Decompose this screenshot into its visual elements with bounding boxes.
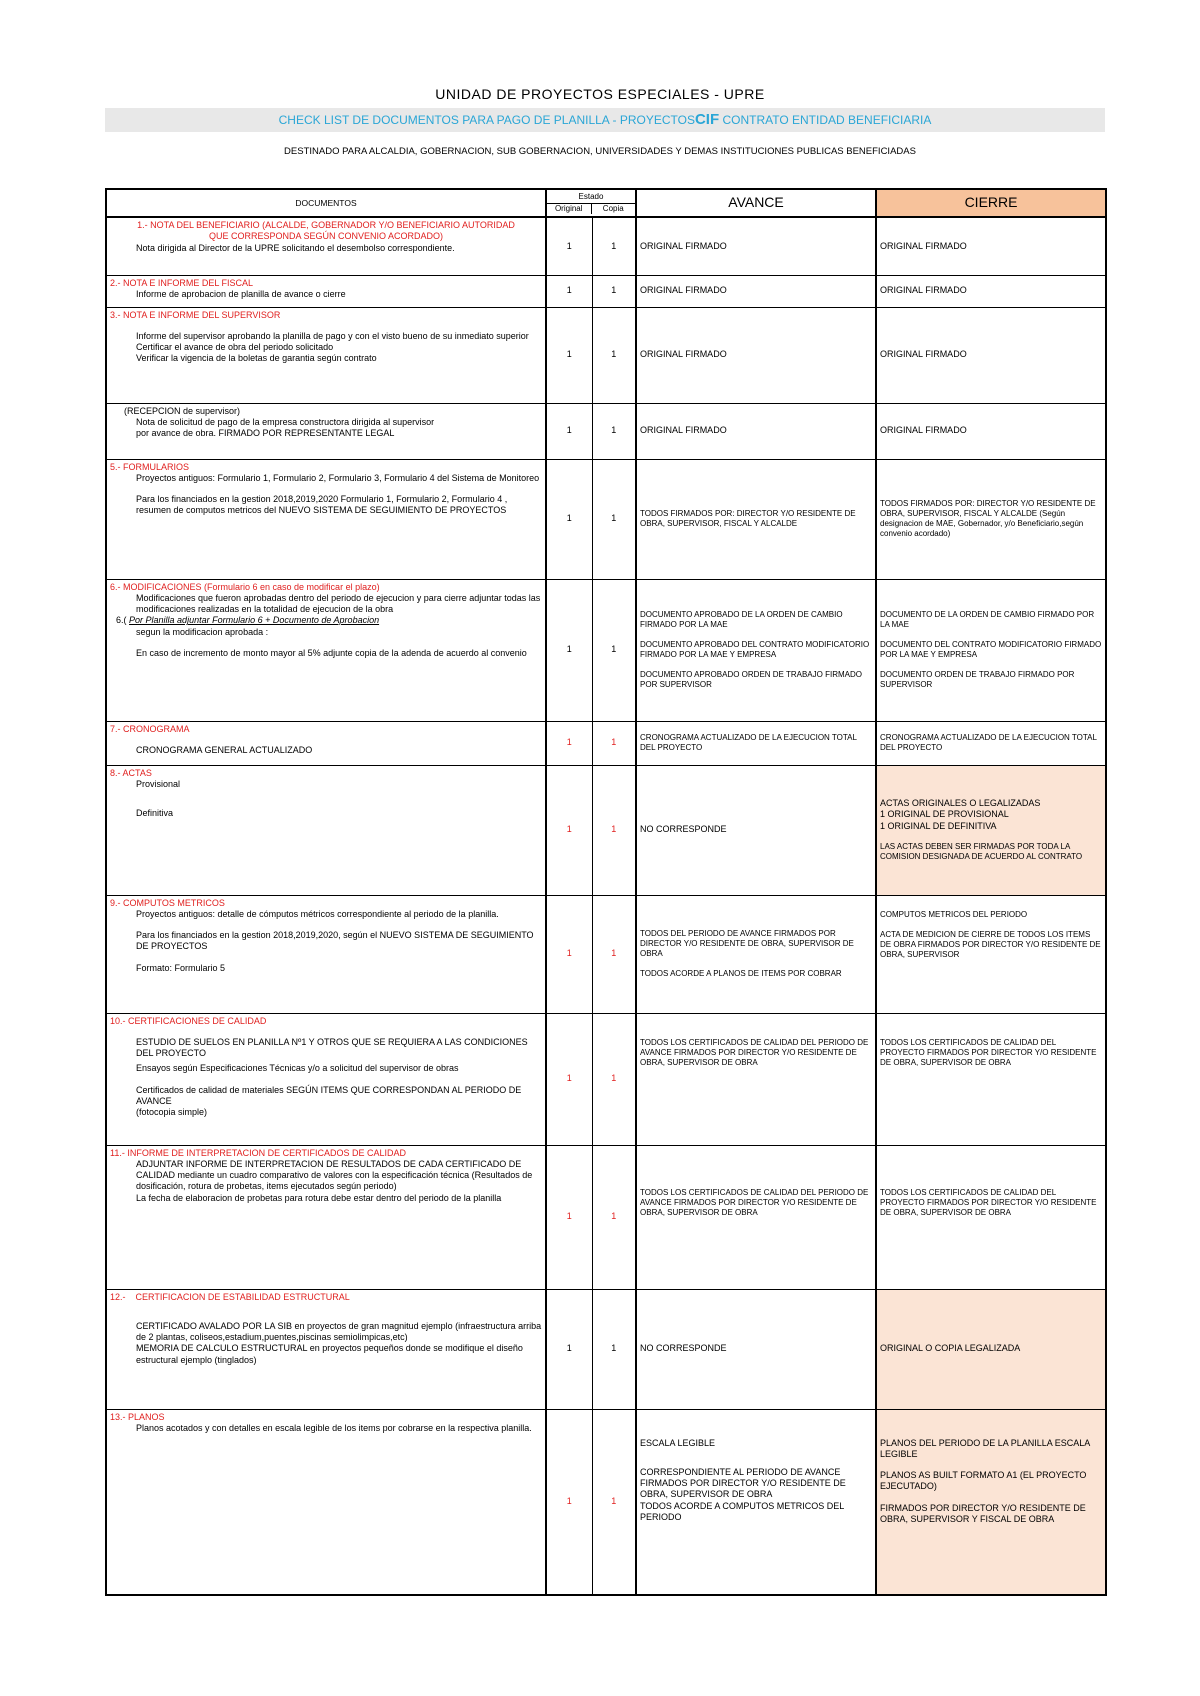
copy-count: 1 xyxy=(592,1289,636,1409)
section-title: 1.- NOTA DEL BENEFICIARIO (ALCALDE, GOBERNADOR Y/O BENEFICIARIO AUTORIDAD xyxy=(137,220,515,230)
copy-count: 1 xyxy=(592,765,636,895)
table-row xyxy=(106,1409,1106,1595)
cierre-cell: ORIGINAL O COPIA LEGALIZADA xyxy=(876,1289,1106,1409)
avance-item: TODOS DEL PERIODO DE AVANCE FIRMADOS POR DIRECTOR Y/O RESIDENTE DE OBRA, SUPERVISOR DE OBRA xyxy=(640,929,854,958)
avance-cell xyxy=(636,579,876,721)
doc-desc: por avance de obra. FIRMADO POR REPRESENTANTE LEGAL xyxy=(136,428,395,438)
checklist-subtitle xyxy=(105,108,1105,132)
cierre-item: DOCUMENTO DEL CONTRATO MODIFICATORIO FIRMADO POR LA MAE Y EMPRESA xyxy=(880,640,1102,659)
section-title-cont: QUE CORRESPONDA SEGÚN CONVENIO ACORDADO) xyxy=(208,231,444,242)
table-row xyxy=(106,275,1106,307)
doc-desc: Proyectos antiguos: detalle de cómputos métricos correspondiente al periodo de la planilla. xyxy=(136,908,499,919)
doc-desc: ESTUDIO DE SUELOS EN PLANILLA Nº1 Y OTROS QUE SE REQUIERA A LAS CONDICIONES DEL PROYECTO xyxy=(136,1036,528,1058)
cierre-cell: ORIGINAL FIRMADO xyxy=(876,217,1106,275)
doc-desc: Nota de solicitud de pago de la empresa constructora dirigida al supervisor xyxy=(136,416,435,427)
doc-desc: Certificar el avance de obra del periodo solicitado xyxy=(136,342,334,352)
cierre-item: COMPUTOS METRICOS DEL PERIODO xyxy=(880,909,1028,919)
copy-count: 1 xyxy=(592,721,636,765)
doc-desc: Modificaciones que fueron aprobadas dentro del periodo de ejecucion y para cierre adjuntar todas las modificaciones realizadas en la totalidad de ejecucion de la obra xyxy=(136,592,541,614)
doc-cell xyxy=(106,307,546,403)
doc-desc: Para los financiados en la gestion 2018,2019,2020 Formulario 1, Formulario 2, Formulario 4 , resumen de computos metricos del NUEVO SISTEMA DE SEGUIMIENTO DE PROYECTOS xyxy=(136,494,508,516)
avance-cell: ORIGINAL FIRMADO xyxy=(636,275,876,307)
original-count: 1 xyxy=(546,579,592,721)
col-header-cierre: CIERRE xyxy=(876,189,1106,217)
cierre-item: 1 ORIGINAL DE PROVISIONAL xyxy=(880,809,1009,820)
avance-cell: TODOS LOS CERTIFICADOS DE CALIDAD DEL PERIODO DE AVANCE FIRMADOS POR DIRECTOR Y/O RESIDENTE DE OBRA, SUPERVISOR DE OBRA xyxy=(636,1145,876,1289)
cierre-item: PLANOS AS BUILT FORMATO A1 (EL PROYECTO EJECUTADO) xyxy=(880,1470,1087,1492)
col-header-avance: AVANCE xyxy=(636,189,876,217)
copy-count: 1 xyxy=(592,459,636,579)
table-row xyxy=(106,765,1106,895)
copy-count: 1 xyxy=(592,403,636,459)
doc-cell xyxy=(106,1013,546,1145)
section-title: 10.- CERTIFICACIONES DE CALIDAD xyxy=(110,1015,267,1026)
doc-cell xyxy=(106,721,546,765)
destinado-text: DESTINADO PARA ALCALDIA, GOBERNACION, SUB GOBERNACION, UNIVERSIDADES Y DEMAS INSTITUCIONES PUBLICAS BENEFICIADAS xyxy=(284,146,916,157)
avance-cell: CRONOGRAMA ACTUALIZADO DE LA EJECUCION TOTAL DEL PROYECTO xyxy=(636,721,876,765)
doc-desc: CRONOGRAMA GENERAL ACTUALIZADO xyxy=(136,744,313,755)
section-title: 13.- PLANOS xyxy=(110,1411,165,1422)
doc-cell xyxy=(106,765,546,895)
header-row xyxy=(106,189,1106,217)
cierre-item: ACTAS ORIGINALES O LEGALIZADAS xyxy=(880,798,1041,809)
cierre-cell: ORIGINAL FIRMADO xyxy=(876,307,1106,403)
cierre-cell xyxy=(876,1409,1106,1595)
col-header-documentos: DOCUMENTOS xyxy=(106,189,546,217)
section-title: 9.- COMPUTOS METRICOS xyxy=(110,897,225,908)
doc-desc: Definitiva xyxy=(136,808,174,818)
section-title: 2.- NOTA E INFORME DEL FISCAL xyxy=(110,277,254,288)
doc-desc: ADJUNTAR INFORME DE INTERPRETACION DE RESULTADOS DE CADA CERTIFICADO DE CALIDAD mediante un cuadro comparativo de valores con la especificación técnica (Resultados de dosificación, rotura de probetas, items ejecutados según periodo) xyxy=(136,1158,533,1192)
section-title: 7.- CRONOGRAMA xyxy=(110,723,190,734)
doc-cell xyxy=(106,1145,546,1289)
avance-cell xyxy=(636,895,876,1013)
page-title: UNIDAD DE PROYECTOS ESPECIALES - UPRE xyxy=(435,86,765,102)
avance-cell: ORIGINAL FIRMADO xyxy=(636,403,876,459)
cierre-cell: TODOS FIRMADOS POR: DIRECTOR Y/O RESIDENTE DE OBRA, SUPERVISOR, FISCAL Y ALCALDE (Según designacion de MAE, Gobernador, y/o Beneficiario,según convenio acordado) xyxy=(876,459,1106,579)
avance-item: CORRESPONDIENTE AL PERIODO DE AVANCE FIRMADOS POR DIRECTOR Y/O RESIDENTE DE OBRA, SUPERVISOR DE OBRA xyxy=(640,1466,846,1500)
table-row xyxy=(106,1013,1106,1145)
doc-desc: Nota dirigida al Director de la UPRE solicitando el desembolso correspondiente. xyxy=(136,242,455,253)
avance-cell: NO CORRESPONDE xyxy=(636,1289,876,1409)
cierre-item: FIRMADOS POR DIRECTOR Y/O RESIDENTE DE OBRA, SUPERVISOR Y FISCAL DE OBRA xyxy=(880,1502,1086,1524)
doc-cell xyxy=(106,1289,546,1409)
doc-cell xyxy=(106,275,546,307)
table-row xyxy=(106,721,1106,765)
doc-cell xyxy=(106,217,546,275)
copy-count: 1 xyxy=(592,1145,636,1289)
table-row xyxy=(106,307,1106,403)
original-count: 1 xyxy=(546,721,592,765)
doc-desc: Ensayos según Especificaciones Técnicas y/o a solicitud del supervisor de obras xyxy=(136,1063,459,1074)
avance-cell: ORIGINAL FIRMADO xyxy=(636,307,876,403)
table-row xyxy=(106,403,1106,459)
avance-cell: TODOS FIRMADOS POR: DIRECTOR Y/O RESIDENTE DE OBRA, SUPERVISOR, FISCAL Y ALCALDE xyxy=(636,459,876,579)
copy-count: 1 xyxy=(592,275,636,307)
cierre-item: ACTA DE MEDICION DE CIERRE DE TODOS LOS ITEMS DE OBRA FIRMADOS POR DIRECTOR Y/O RESIDENTE DE OBRA, SUPERVISOR xyxy=(880,929,1101,959)
copia-label: Copia xyxy=(602,204,624,213)
original-label: Original xyxy=(547,204,592,214)
item-number: 6.( xyxy=(116,615,127,626)
doc-desc: La fecha de elaboracion de probetas para rotura debe estar dentro del periodo de la planilla xyxy=(136,1192,502,1203)
cierre-item: DOCUMENTO DE LA ORDEN DE CAMBIO FIRMADO POR LA MAE xyxy=(880,610,1095,629)
section-title: 6.- MODIFICACIONES (Formulario 6 en caso de modificar el plazo) xyxy=(110,581,380,592)
doc-desc: Verificar la vigencia de la boletas de garantia según contrato xyxy=(136,353,377,364)
avance-item: TODOS ACORDE A COMPUTOS METRICOS DEL PERIODO xyxy=(640,1500,844,1522)
original-count: 1 xyxy=(546,403,592,459)
copy-count: 1 xyxy=(592,895,636,1013)
doc-desc: MEMORIA DE CALCULO ESTRUCTURAL en proyectos pequeños donde se modifique el diseño estructural ejemplo (tinglados) xyxy=(136,1343,523,1365)
section-title: 8.- ACTAS xyxy=(110,767,152,778)
subtitle-text: CHECK LIST DE DOCUMENTOS PARA PAGO DE PLANILLA - PROYECTOS xyxy=(278,113,695,127)
section-title: CERTIFICACION DE ESTABILIDAD ESTRUCTURAL xyxy=(135,1291,350,1302)
original-count: 1 xyxy=(546,459,592,579)
cierre-cell: CRONOGRAMA ACTUALIZADO DE LA EJECUCION TOTAL DEL PROYECTO xyxy=(876,721,1106,765)
avance-cell: ORIGINAL FIRMADO xyxy=(636,217,876,275)
doc-cell xyxy=(106,579,546,721)
cierre-item: 1 ORIGINAL DE DEFINITIVA xyxy=(880,820,997,831)
cierre-item: DOCUMENTO ORDEN DE TRABAJO FIRMADO POR SUPERVISOR xyxy=(880,670,1075,689)
section-title: 3.- NOTA E INFORME DEL SUPERVISOR xyxy=(110,309,281,320)
copy-count: 1 xyxy=(592,1409,636,1595)
doc-desc: (fotocopia simple) xyxy=(136,1107,208,1117)
doc-desc: Informe del supervisor aprobando la planilla de pago y con el visto bueno de su inmediato superior xyxy=(136,330,529,341)
doc-cell xyxy=(106,895,546,1013)
cierre-cell: TODOS LOS CERTIFICADOS DE CALIDAD DEL PROYECTO FIRMADOS POR DIRECTOR Y/O RESIDENTE DE OBRA, SUPERVISOR DE OBRA xyxy=(876,1013,1106,1145)
cierre-cell xyxy=(876,579,1106,721)
section-title: 5.- FORMULARIOS xyxy=(110,461,190,472)
doc-cell xyxy=(106,403,546,459)
avance-item: DOCUMENTO APROBADO ORDEN DE TRABAJO FIRMADO POR SUPERVISOR xyxy=(640,670,862,689)
doc-desc: En caso de incremento de monto mayor al 5% adjunte copia de la adenda de acuerdo al convenio xyxy=(136,647,527,658)
doc-cell xyxy=(106,459,546,579)
original-count: 1 xyxy=(546,307,592,403)
copy-count: 1 xyxy=(592,217,636,275)
doc-desc: Provisional xyxy=(136,778,181,789)
table-row xyxy=(106,579,1106,721)
cierre-cell xyxy=(876,895,1106,1013)
copy-count: 1 xyxy=(592,307,636,403)
table-row xyxy=(106,217,1106,275)
avance-cell: NO CORRESPONDE xyxy=(636,765,876,895)
table-row xyxy=(106,1289,1106,1409)
doc-desc: (RECEPCION de supervisor) xyxy=(124,405,241,416)
cierre-cell: ORIGINAL FIRMADO xyxy=(876,403,1106,459)
copy-count: 1 xyxy=(592,1013,636,1145)
section-title: 11.- INFORME DE INTERPRETACION DE CERTIFICADOS DE CALIDAD xyxy=(110,1147,407,1158)
table-row xyxy=(106,895,1106,1013)
original-count: 1 xyxy=(546,217,592,275)
section-number: 12.- xyxy=(110,1291,126,1302)
original-count: 1 xyxy=(546,1409,592,1595)
cierre-cell: TODOS LOS CERTIFICADOS DE CALIDAD DEL PROYECTO FIRMADOS POR DIRECTOR Y/O RESIDENTE DE OBRA, SUPERVISOR DE OBRA xyxy=(876,1145,1106,1289)
table-row xyxy=(106,1145,1106,1289)
doc-desc-underlined: Por Planilla adjuntar Formulario 6 + Documento de Aprobacion xyxy=(129,615,380,626)
estado-label: Estado xyxy=(547,192,635,204)
avance-cell xyxy=(636,1409,876,1595)
doc-cell xyxy=(106,1409,546,1595)
cierre-item: LAS ACTAS DEBEN SER FIRMADAS POR TODA LA COMISION DESIGNADA DE ACUERDO AL CONTRATO xyxy=(880,841,1083,861)
doc-desc: CERTIFICADO AVALADO POR LA SIB en proyectos de gran magnitud ejemplo (infraestructura arriba de 2 plantas, coliseos,estadium,puentes,piscinas semiolimpicas,etc) xyxy=(136,1320,542,1342)
col-header-estado xyxy=(546,189,636,217)
original-count: 1 xyxy=(546,765,592,895)
doc-desc: Planos acotados y con detalles en escala legible de los items por cobrarse en la respectiva planilla. xyxy=(136,1422,532,1433)
subtitle-text-2: CONTRATO ENTIDAD BENEFICIARIA xyxy=(719,113,932,127)
copy-count: 1 xyxy=(592,579,636,721)
doc-desc: Proyectos antiguos: Formulario 1, Formulario 2, Formulario 3, Formulario 4 del Sistema de Monitoreo xyxy=(136,472,540,483)
avance-item: ESCALA LEGIBLE xyxy=(640,1437,716,1448)
cierre-cell: ORIGINAL FIRMADO xyxy=(876,275,1106,307)
table-row xyxy=(106,459,1106,579)
avance-cell: TODOS LOS CERTIFICADOS DE CALIDAD DEL PERIODO DE AVANCE FIRMADOS POR DIRECTOR Y/O RESIDENTE DE OBRA, SUPERVISOR DE OBRA xyxy=(636,1013,876,1145)
avance-item: TODOS ACORDE A PLANOS DE ITEMS POR COBRAR xyxy=(640,969,842,978)
doc-desc: segun la modificacion aprobada : xyxy=(136,626,269,637)
original-count: 1 xyxy=(546,895,592,1013)
cierre-cell xyxy=(876,765,1106,895)
doc-desc: Informe de aprobacion de planilla de avance o cierre xyxy=(136,288,346,299)
doc-desc: Certificados de calidad de materiales SEGÚN ITEMS QUE CORRESPONDAN AL PERIODO DE AVANCE xyxy=(136,1084,522,1106)
doc-desc: Para los financiados en la gestion 2018,2019,2020, según el NUEVO SISTEMA DE SEGUIMIENTO DE PROYECTOS xyxy=(136,930,534,952)
original-count: 1 xyxy=(546,1289,592,1409)
subtitle-cif: CIF xyxy=(694,111,720,128)
avance-item: DOCUMENTO APROBADO DEL CONTRATO MODIFICATORIO FIRMADO POR LA MAE Y EMPRESA xyxy=(640,640,870,659)
avance-item: DOCUMENTO APROBADO DE LA ORDEN DE CAMBIO FIRMADO POR LA MAE xyxy=(640,610,843,629)
doc-desc: Formato: Formulario 5 xyxy=(136,962,226,973)
cierre-item: PLANOS DEL PERIODO DE LA PLANILLA ESCALA LEGIBLE xyxy=(880,1437,1090,1459)
original-count: 1 xyxy=(546,275,592,307)
checklist-table xyxy=(105,188,1107,1596)
original-count: 1 xyxy=(546,1145,592,1289)
original-count: 1 xyxy=(546,1013,592,1145)
